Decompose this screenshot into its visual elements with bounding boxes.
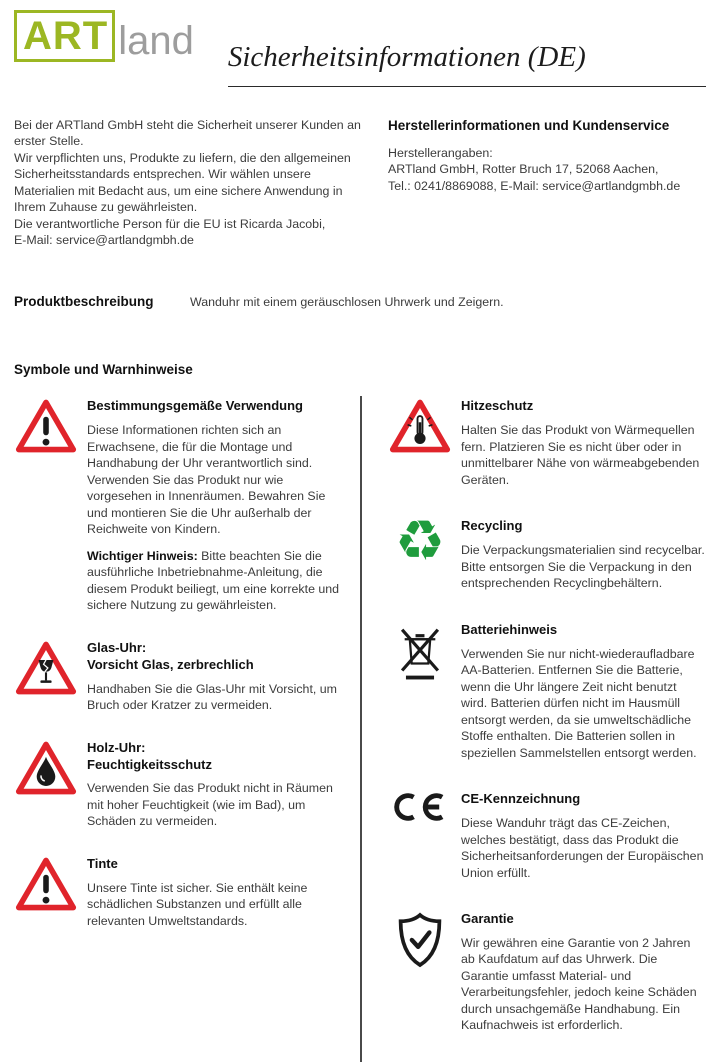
symbol-content [78,738,348,830]
symbol-paragraph: Diese Informationen richten sich an Erwachsene, die für die Montage und Handhabung der Uhr verantwortlich sind. Verwenden Sie das Produkt nur wie vorgesehen in Innenräumen. Bewahren Sie und montieren Sie die Uhr außerhalb der Reichweite von Kindern. [87,423,326,537]
symbol-item [388,509,706,591]
symbol-text [461,542,706,592]
company-statement [14,117,366,249]
artland-logo [14,10,194,62]
product-description-section [14,293,706,311]
symbol-title [87,854,348,873]
symbol-text [461,935,706,1034]
symbol-item [388,909,706,1034]
symbol-title [461,789,706,808]
symbol-title-line: Bestimmungsgemäße Verwendung [87,398,303,414]
symbol-title-line: Tinte [87,855,118,871]
symbol-item [14,396,348,613]
ink-warning-triangle-icon [14,854,78,929]
logo-frame [14,10,115,62]
symbol-item [14,854,348,929]
symbol-text [87,880,348,930]
symbol-paragraph: Handhaben Sie die Glas-Uhr mit Vorsicht, um Bruch oder Kratzer zu vermeiden. [87,681,337,713]
symbol-content [78,638,348,714]
symbol-title-line: Hitzeschutz [461,398,534,414]
statement-paragraph: Bei der ARTland GmbH steht die Sicherheit unserer Kunden an erster Stelle. [14,117,361,149]
symbol-title [87,396,348,415]
statement-paragraph: Wir verpflichten uns, Produkte zu liefern, die den allgemeinen Sicherheitsstandards entsprechen. Wir wählen unsere Materialien mit Bedacht aus, um eine sichere Anwendung in Ihrem Zuhause zu gewährleisten. [14,150,351,215]
document-header [14,10,706,87]
symbol-paragraph: Die Verpackungsmaterialien sind recycelbar. Bitte entsorgen Sie die Verpackung in den entsprechenden Recyclingbehältern. [461,543,705,591]
symbol-item [14,638,348,714]
warranty-shield-icon [388,909,452,1034]
symbol-paragraph: Verwenden Sie das Produkt nicht in Räumen mit hoher Feuchtigkeit (wie im Bad), um Schäden zu vermeiden. [87,781,333,829]
responsible-person-text: Die verantwortliche Person für die EU ist Ricarda Jacobi, [14,216,326,231]
intro-section [14,117,706,249]
contact-email-text: E-Mail: service@artlandgmbh.de [14,233,194,248]
symbol-title [461,909,706,928]
symbol-title-line: Garantie [461,911,514,927]
responsible-person-paragraph [14,216,366,249]
symbol-title [87,738,348,774]
symbol-content [452,620,706,761]
moisture-warning-icon [14,738,78,830]
symbol-paragraph: Verwenden Sie nur nicht-wiederaufladbare AA-Batterien. Entfernen Sie die Batterie, wenn die Uhr längere Zeit nicht benutzt wird. Batterien dürfen nicht im Hausmüll entsorgt werden, da sie umweltschädliche Stoffe enthalten. Die Batterien sollen in speziellen Sammelstellen entsorgt werden. [461,646,697,760]
symbol-content [452,789,706,881]
symbol-title [87,638,348,674]
recycling-icon: ♻ [394,509,446,573]
symbol-item [388,620,706,761]
paragraph-bold-lead: Wichtiger Hinweis: [87,548,202,563]
ce-mark-icon [388,789,452,881]
symbol-text [461,815,706,881]
symbol-content [78,396,348,613]
symbols-left-column [14,396,360,1061]
manufacturer-heading: Herstellerinformationen und Kundenservice [388,117,670,133]
page-title: Sicherheitsinformationen (DE) [228,38,706,87]
symbol-paragraph: Wir gewähren eine Garantie von 2 Jahren ab Kaufdatum auf das Uhrwerk. Die Garantie umfasst Material- und Verarbeitungsfehler, jedoch keine Schäden durch unsachgemäße Handhabung. Ein Kaufnachweis ist erforderlich. [461,935,697,1033]
symbol-content [78,854,348,929]
heat-warning-icon [388,396,452,488]
symbol-item [14,738,348,830]
symbol-item [388,789,706,881]
symbol-paragraph: Halten Sie das Produkt von Wärmequellen fern. Platzieren Sie es nicht über oder in unmittelbarer Nähe von wärmeabgebenden Geräten. [461,423,700,487]
manufacturer-info [388,117,706,249]
symbol-text [87,422,348,614]
symbol-content [452,516,706,591]
symbol-content [452,396,706,488]
symbols-right-column [360,396,706,1061]
symbol-title-line: Holz-Uhr: [87,739,146,755]
logo-land-text: land [118,19,194,63]
symbol-text [461,422,706,488]
symbols-section [14,396,706,1061]
product-description-text: Wanduhr mit einem geräuschlosen Uhrwerk und Zeigern. [190,294,504,309]
symbol-title-line: Batteriehinweis [461,621,558,637]
symbol-title [461,620,706,639]
symbol-title [461,516,706,535]
manufacturer-line: ARTland GmbH, Rotter Bruch 17, 52068 Aachen, [388,162,659,177]
symbol-text [87,681,348,714]
symbol-title-line: Recycling [461,518,523,534]
symbol-paragraph: Unsere Tinte ist sicher. Sie enthält keine schädlichen Substanzen und erfüllt alle relevanten Umweltstandards. [87,880,308,928]
manufacturer-line: Herstellerangaben: [388,145,493,160]
symbol-title-line: Feuchtigkeitsschutz [87,756,212,772]
product-description-label: Produktbeschreibung [14,293,154,309]
symbol-text [461,646,706,762]
symbol-text [87,780,348,830]
symbol-paragraph: Diese Wanduhr trägt das CE-Zeichen, welches bestätigt, dass das Produkt die Sicherheitsanforderungen der Europäischen Union erfüllt. [461,816,704,880]
warning-triangle-icon [14,396,78,613]
symbol-title-line: Vorsicht Glas, zerbrechlich [87,656,254,672]
symbol-item [388,396,706,488]
logo-art-text: ART [23,14,109,58]
manufacturer-line: Tel.: 0241/8869088, E-Mail: service@artlandgmbh.de [388,178,681,193]
symbol-title-line: CE-Kennzeichnung [461,791,581,807]
symbols-heading: Symbole und Warnhinweise [14,361,193,377]
battery-disposal-icon [388,620,452,761]
glass-fragile-warning-icon [14,638,78,714]
symbol-title [461,396,706,415]
symbol-content [452,909,706,1034]
symbol-title-line: Glas-Uhr: [87,639,147,655]
symbol-paragraph: Wichtiger Hinweis: Bitte beachten Sie die ausführliche Inbetriebnahme-Anleitung, die diesem Produkt beiliegt, um eine korrekte und sichere Nutzung zu gewährleisten. [87,548,340,613]
